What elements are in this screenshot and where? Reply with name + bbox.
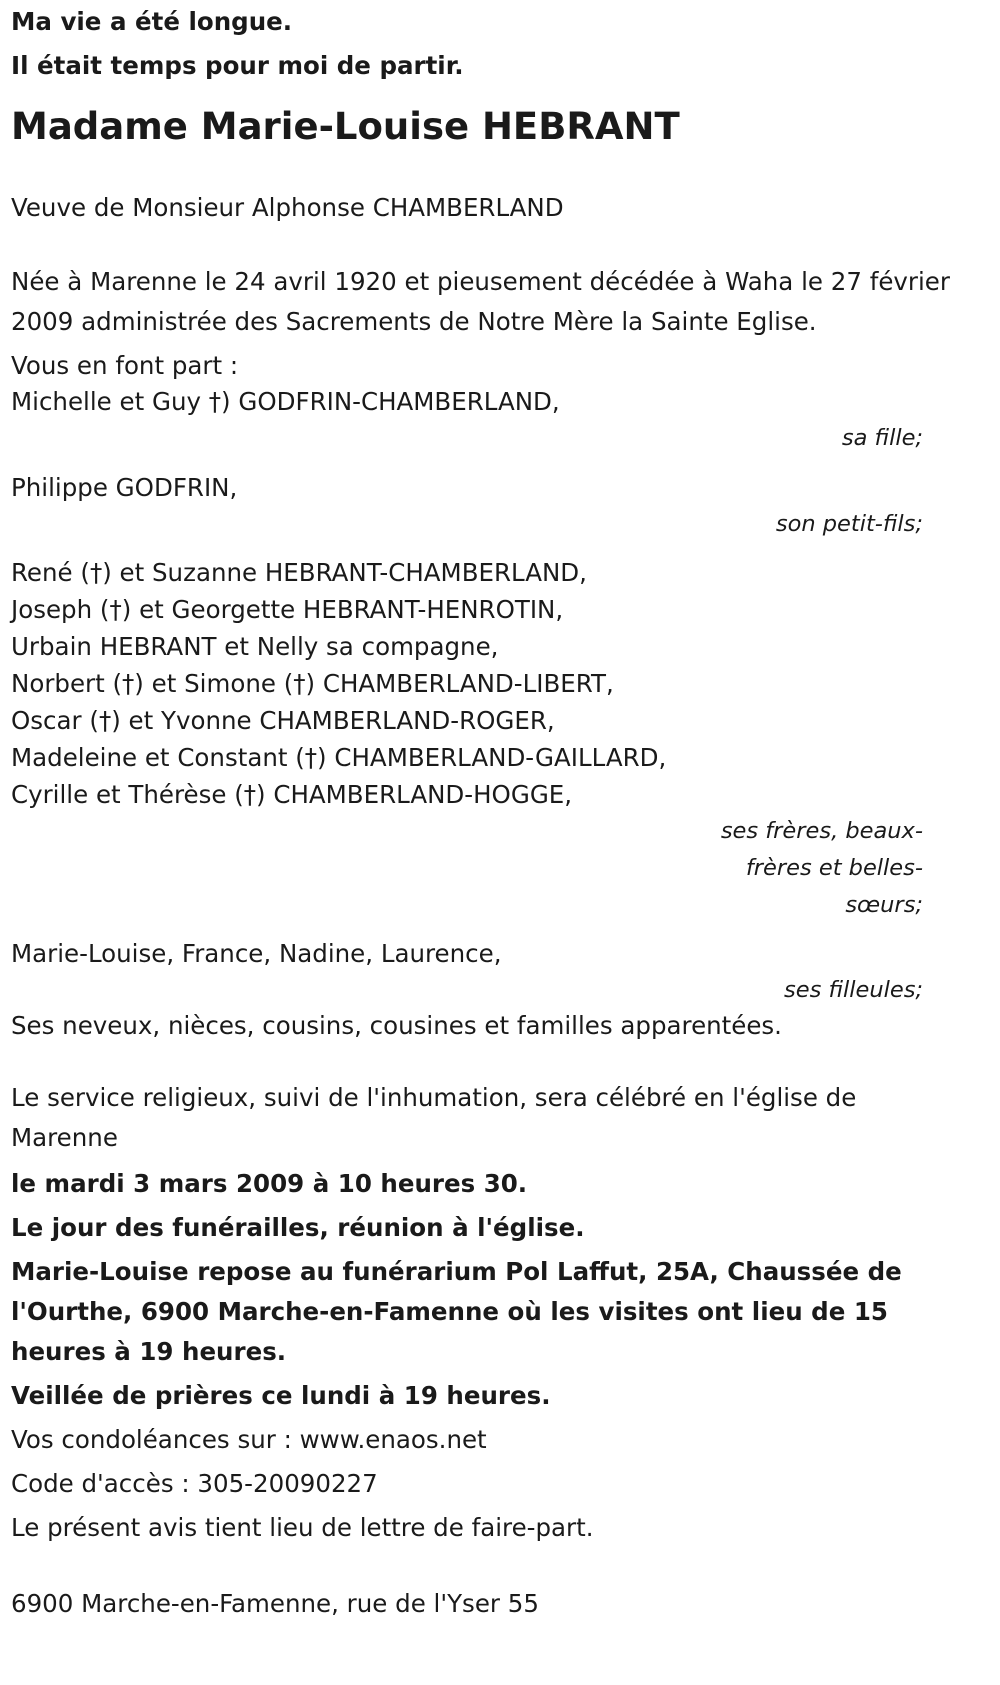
family-daughter-name: Michelle et Guy †) GODFRIN-CHAMBERLAND, — [11, 387, 560, 416]
service-rest: Marie-Louise repose au funérarium Pol Laffut, 25A, Chaussée de l'Ourthe, 6900 Marche-en-Famenne où les visites ont lieu de 15 heures à 19 heures. — [11, 1257, 902, 1366]
service-vigil: Veillée de prières ce lundi à 19 heures. — [11, 1381, 551, 1410]
obituary-notice — [11, 0, 991, 1624]
sibling-entry: Norbert (†) et Simone (†) CHAMBERLAND-LIBERT, — [11, 669, 614, 698]
birth-death-text: Née à Marenne le 24 avril 1920 et pieusement décédée à Waha le 27 février 2009 administrée des Sacrements de Notre Mère la Sainte Eglise. — [11, 267, 950, 336]
intro-line-1: Ma vie a été longue. — [11, 7, 293, 36]
family-daughter-role: sa fille; — [841, 425, 923, 451]
condolences-text: Vos condoléances sur : www.enaos.net — [11, 1425, 487, 1454]
deceased-name-title: Madame Marie-Louise HEBRANT — [11, 105, 680, 148]
service-date: le mardi 3 mars 2009 à 10 heures 30. — [11, 1169, 528, 1198]
family-goddaughters-role: ses filleules; — [784, 977, 923, 1003]
family-grandson-name: Philippe GODFRIN, — [11, 473, 238, 502]
access-code: Code d'accès : 305-20090227 — [11, 1469, 378, 1498]
sibling-entry: Urbain HEBRANT et Nelly sa compagne, — [11, 632, 499, 661]
sibling-entry: René (†) et Suzanne HEBRANT-CHAMBERLAND, — [11, 558, 587, 587]
widow-of: Veuve de Monsieur Alphonse CHAMBERLAND — [11, 193, 564, 222]
family-siblings-role: ses frères, beaux-frères et belles-sœurs; — [720, 818, 923, 918]
announce-label: Vous en font part : — [11, 351, 239, 380]
sibling-entry: Cyrille et Thérèse (†) CHAMBERLAND-HOGGE, — [11, 780, 573, 809]
service-text: Le service religieux, suivi de l'inhumation, sera célébré en l'église de Marenne — [11, 1083, 857, 1152]
family-relatives: Ses neveux, nièces, cousins, cousines et familles apparentées. — [11, 1011, 782, 1040]
family-grandson-role: son petit-fils; — [775, 511, 923, 537]
notice-text: Le présent avis tient lieu de lettre de faire-part. — [11, 1513, 594, 1542]
intro-line-2: Il était temps pour moi de partir. — [11, 51, 464, 80]
family-goddaughters-name: Marie-Louise, France, Nadine, Laurence, — [11, 939, 502, 968]
sibling-entry: Joseph (†) et Georgette HEBRANT-HENROTIN, — [11, 595, 564, 624]
sibling-entry: Oscar (†) et Yvonne CHAMBERLAND-ROGER, — [11, 706, 555, 735]
address: 6900 Marche-en-Famenne, rue de l'Yser 55 — [11, 1589, 539, 1618]
sibling-entry: Madeleine et Constant (†) CHAMBERLAND-GAILLARD, — [11, 743, 667, 772]
family-siblings-list — [11, 554, 991, 813]
service-meeting: Le jour des funérailles, réunion à l'église. — [11, 1213, 585, 1242]
